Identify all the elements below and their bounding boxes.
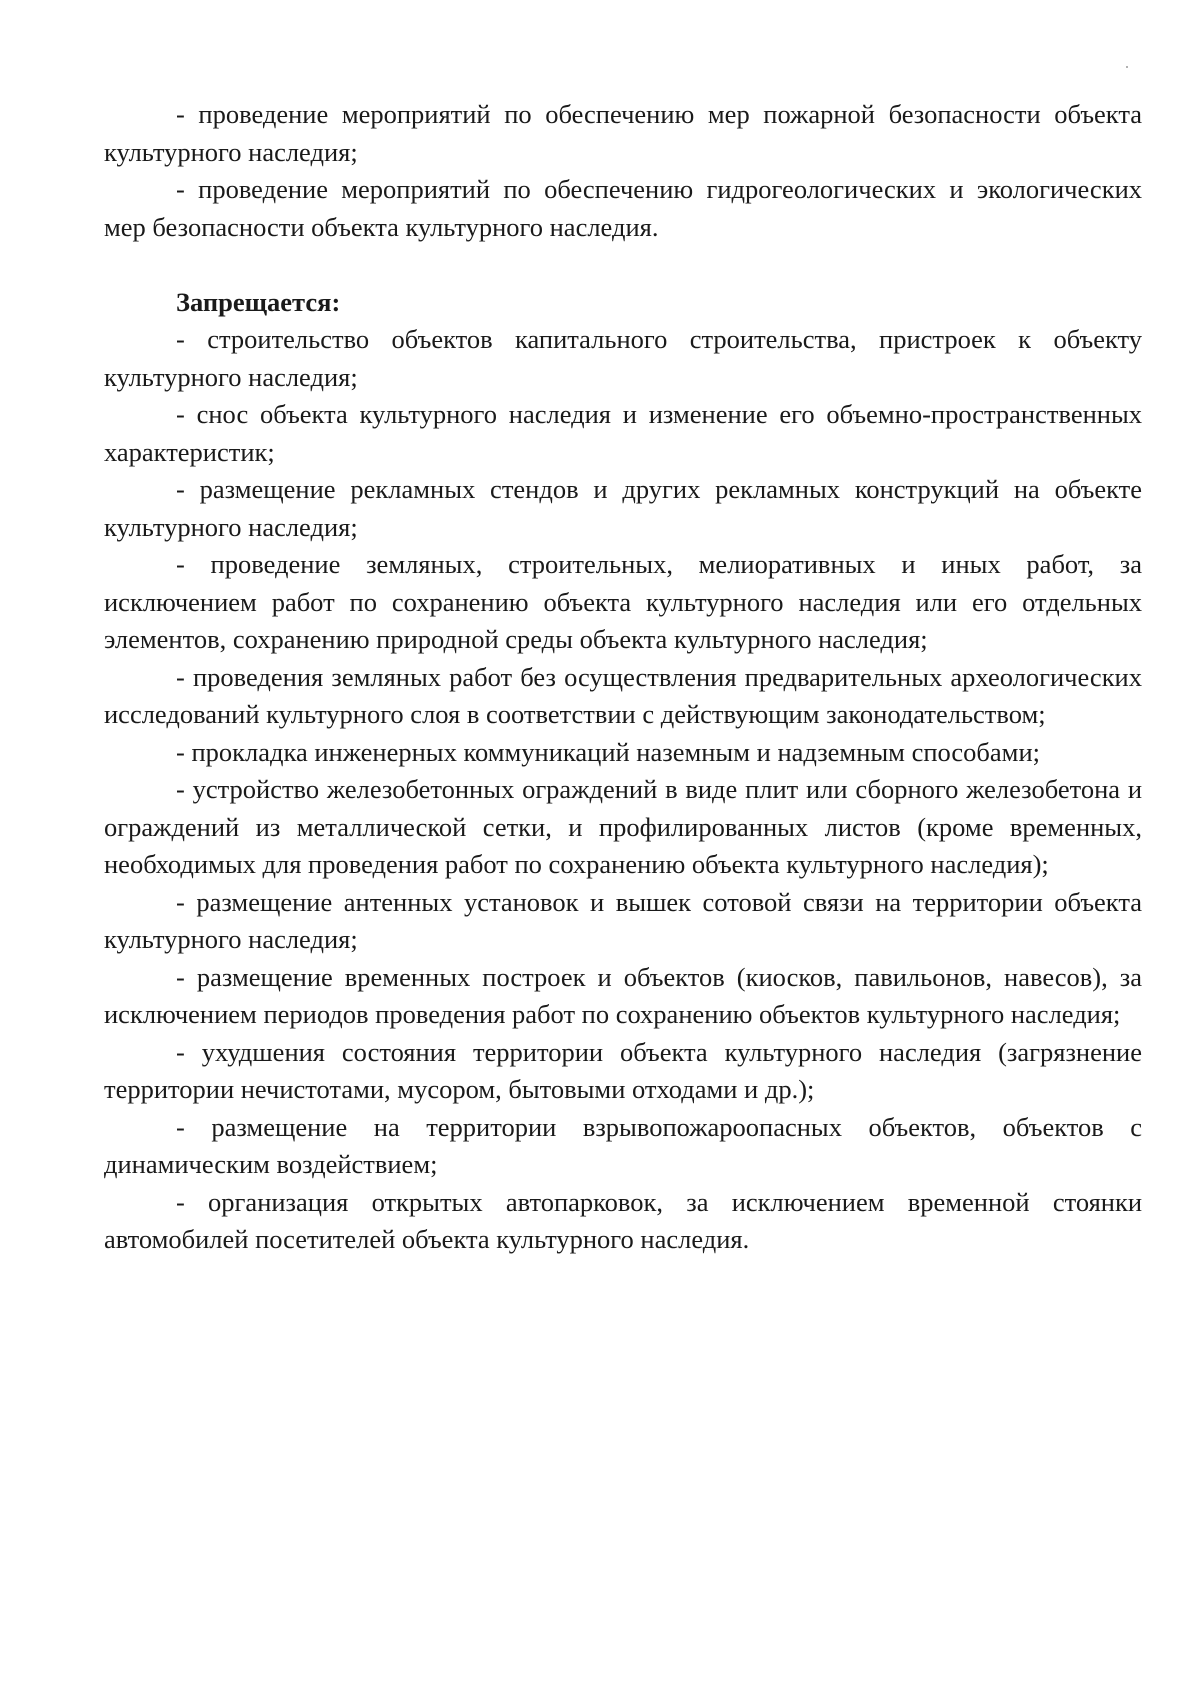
prohibited-item: - снос объекта культурного наследия и изменение его объемно-пространственных характеристик; [104, 399, 1142, 467]
document-body [104, 96, 1142, 1259]
paragraph-fire-safety: - проведение мероприятий по обеспечению мер пожарной безопасности объекта культурного наследия; [104, 99, 1142, 167]
prohibited-item: - строительство объектов капитального строительства, пристроек к объекту культурного наследия; [104, 324, 1142, 392]
paragraph-ecological-safety: - проведение мероприятий по обеспечению гидрогеологических и экологических мер безопасности объекта культурного наследия. [104, 174, 1142, 242]
prohibited-item: - проведение земляных, строительных, мелиоративных и иных работ, за исключением работ по сохранению объекта культурного наследия или его отдельных элементов, сохранению природной среды объекта культурного наследия; [104, 549, 1142, 654]
prohibited-item: - ухудшения состояния территории объекта культурного наследия (загрязнение территории нечистотами, мусором, бытовыми отходами и др.); [104, 1036, 1142, 1104]
prohibited-item: - размещение рекламных стендов и других рекламных конструкций на объекте культурного наследия; [104, 474, 1142, 542]
prohibited-item: - размещение антенных установок и вышек сотовой связи на территории объекта культурного наследия; [104, 886, 1142, 954]
scan-speck [1126, 66, 1128, 68]
prohibited-item: - устройство железобетонных ограждений в виде плит или сборного железобетона и ограждений из металлической сетки, и профилированных листов (кроме временных, необходимых для проведения работ по сохранению объекта культурного наследия); [104, 774, 1142, 879]
prohibited-item: - проведения земляных работ без осуществления предварительных археологических исследований культурного слоя в соответствии с действующим законодательством; [104, 661, 1142, 729]
prohibited-heading: Запрещается: [176, 286, 341, 317]
prohibited-item: - размещение временных построек и объектов (киосков, павильонов, навесов), за исключением периодов проведения работ по сохранению объектов культурного наследия; [104, 961, 1142, 1029]
prohibited-item: - прокладка инженерных коммуникаций наземным и надземным способами; [176, 736, 1040, 767]
prohibited-item: - организация открытых автопарковок, за исключением временной стоянки автомобилей посетителей объекта культурного наследия. [104, 1186, 1142, 1254]
prohibited-item: - размещение на территории взрывопожароопасных объектов, объектов с динамическим воздействием; [104, 1111, 1142, 1179]
